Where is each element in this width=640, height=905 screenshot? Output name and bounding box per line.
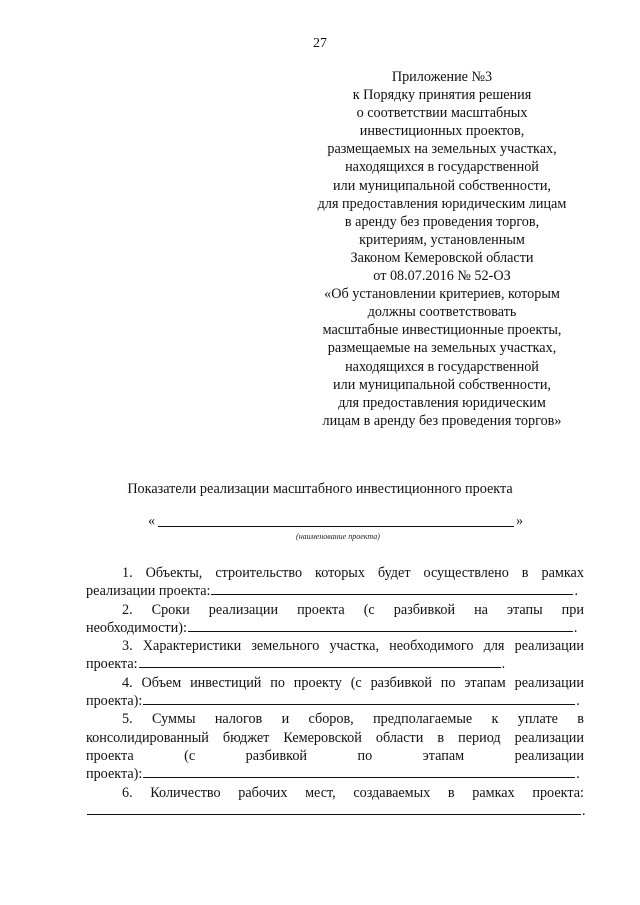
text-word: 1. [122, 565, 133, 581]
indicator-item-4 [86, 674, 584, 711]
appendix-line: размещаемые на земельных участках, [327, 340, 557, 357]
text-word: на [474, 601, 488, 618]
appendix-line: размещаемых на земельных участках, [327, 141, 557, 158]
appendix-line: о соответствии масштабных [356, 105, 528, 122]
appendix-line: находящихся в государственной [345, 358, 539, 375]
item-1-text-line [86, 564, 584, 582]
item-3-fill-line[interactable] [86, 655, 584, 673]
text-word: Количество [150, 784, 221, 801]
text-word: строительство [215, 565, 303, 581]
project-name-blank-line[interactable] [158, 526, 514, 527]
item-5-end-mark: . [576, 766, 580, 783]
text-word: 3. [122, 638, 133, 655]
project-name-caption: (наименование проекта) [296, 532, 380, 541]
appendix-heading [292, 68, 592, 430]
item-3-end-mark: . [501, 656, 506, 673]
item-1-blank-line[interactable] [211, 593, 573, 595]
item-5-text-line-1 [86, 710, 584, 728]
text-word: осуществлено [423, 565, 509, 581]
item-5-blank-line[interactable] [143, 776, 575, 778]
item-6-blank-line[interactable] [87, 813, 581, 815]
indicator-list [86, 564, 584, 820]
text-word: Характеристики [142, 638, 242, 655]
text-word: рабочих [238, 784, 288, 801]
text-word: проекта [86, 747, 134, 764]
text-word: области [375, 729, 424, 746]
text-word: которых [315, 565, 365, 581]
text-word: этапам [422, 747, 465, 764]
appendix-line: или муниципальной собственности, [333, 177, 551, 194]
text-word: реализации [514, 729, 584, 746]
text-word: разбивкой [393, 601, 456, 618]
appendix-line: лицам в аренду без проведения торгов» [322, 412, 562, 429]
appendix-line: инвестиционных проектов, [359, 123, 525, 140]
appendix-line: «Об установлении критериев, которым [324, 286, 560, 303]
text-word: необходимого [389, 638, 474, 655]
text-word: Сроки [151, 601, 190, 618]
text-word: в [577, 711, 584, 728]
appendix-line: или муниципальной собственности, [333, 376, 551, 393]
text-word: рамках [472, 784, 515, 801]
text-word: создаваемых [353, 784, 431, 801]
text-word: этапам [464, 674, 506, 691]
item-5-fill-line[interactable] [86, 765, 584, 783]
text-word: при [561, 601, 584, 618]
text-word: реализации [208, 601, 279, 618]
text-word: Кемеровской [283, 729, 362, 746]
appendix-line: Приложение №3 [391, 69, 493, 85]
appendix-line: критериям, установленным [359, 231, 525, 248]
text-word: разбивкой [370, 674, 432, 691]
item-5-text-line-2 [86, 729, 584, 747]
text-word: (с [350, 674, 362, 691]
text-word: Суммы [151, 711, 196, 728]
item-5-text-line-3 [86, 747, 584, 765]
text-word: (с [184, 747, 196, 764]
text-word: к [491, 711, 499, 728]
text-word: период [458, 729, 501, 746]
item-4-label: проекта): [86, 693, 143, 710]
item-2-fill-line[interactable] [86, 619, 584, 637]
text-word: Объекты, [145, 565, 203, 581]
appendix-line: от 08.07.2016 № 52-ОЗ [373, 268, 511, 285]
text-word: уплате [517, 711, 558, 728]
item-3-text-line [86, 637, 584, 655]
text-word: для [483, 638, 505, 655]
text-word: налогов [214, 711, 263, 728]
item-1-label: реализации проекта: [86, 583, 211, 600]
text-word: реализации [514, 638, 584, 655]
text-word: 5. [122, 711, 133, 728]
text-word: по [440, 674, 456, 691]
appendix-line: в аренду без проведения торгов, [344, 213, 540, 230]
indicator-item-6 [86, 784, 584, 821]
item-2-text-line [86, 601, 584, 619]
appendix-line: должны соответствовать [367, 304, 517, 321]
indicator-item-1 [86, 564, 584, 601]
text-word: (с [363, 601, 375, 618]
item-6-text-line [86, 784, 584, 802]
form-title: Показатели реализации масштабного инвестиционного проекта [127, 481, 513, 497]
item-6-end-mark: . [582, 802, 586, 819]
text-word: рамках [541, 565, 584, 581]
text-word: в [521, 565, 529, 581]
text-word: консолидированный [86, 729, 209, 746]
item-4-end-mark: . [576, 693, 580, 710]
text-word: по [357, 747, 373, 764]
text-word: по [270, 674, 285, 691]
appendix-line: масштабные инвестиционные проекты, [322, 322, 562, 339]
appendix-line: находящихся в государственной [345, 159, 539, 176]
text-word: проекта: [532, 784, 584, 801]
quote-open: « [148, 513, 156, 529]
text-word: реализации [514, 747, 584, 764]
appendix-line: для предоставления юридическим лицам [317, 195, 567, 212]
text-word: реализации [514, 674, 584, 691]
page-number: 27 [313, 36, 327, 51]
text-word: участка, [329, 638, 379, 655]
text-word: предполагаемые [373, 711, 473, 728]
item-4-text-line [86, 674, 584, 692]
text-word: 6. [122, 784, 133, 801]
text-word: бюджет [222, 729, 270, 746]
item-3-blank-line[interactable] [139, 666, 501, 668]
text-word: в [447, 784, 455, 801]
item-2-label: необходимости): [86, 619, 187, 636]
indicator-item-3 [86, 637, 584, 674]
text-word: будет [377, 565, 411, 581]
indicator-item-5 [86, 710, 584, 783]
text-word: этапы [506, 601, 543, 618]
item-5-label: проекта): [86, 766, 143, 783]
item-1-fill-line[interactable] [86, 582, 584, 600]
item-4-blank-line[interactable] [143, 703, 575, 705]
text-word: земельного [251, 638, 320, 655]
appendix-line: для предоставления юридическим [338, 394, 546, 411]
project-name-field[interactable] [148, 513, 528, 531]
text-word: и [281, 711, 290, 728]
item-2-blank-line[interactable] [188, 630, 573, 632]
appendix-line: Законом Кемеровской области [350, 249, 534, 266]
item-1-end-mark: . [574, 583, 578, 600]
text-word: проекту [293, 674, 342, 691]
appendix-line: к Порядку принятия решения [352, 87, 532, 104]
item-4-fill-line[interactable] [86, 692, 584, 710]
text-word: мест, [305, 784, 336, 801]
text-word: в [437, 729, 445, 746]
text-word: Объем [141, 674, 182, 691]
text-word: 4. [122, 674, 133, 691]
text-word: проекта [297, 601, 345, 618]
item-2-end-mark: . [573, 619, 578, 636]
quote-close: » [516, 513, 524, 529]
text-word: 2. [122, 601, 133, 618]
indicator-item-2 [86, 601, 584, 638]
item-3-label: проекта: [86, 656, 138, 673]
text-word: разбивкой [245, 747, 308, 764]
text-word: сборов, [308, 711, 354, 728]
text-word: инвестиций [190, 674, 262, 691]
item-6-fill-line[interactable] [86, 802, 584, 820]
